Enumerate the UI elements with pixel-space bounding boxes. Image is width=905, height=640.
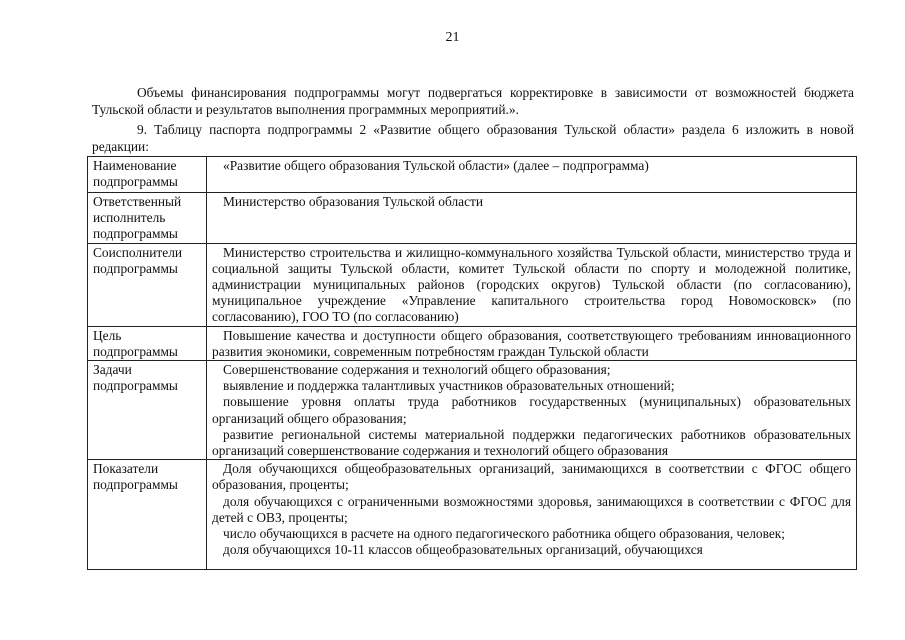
row-value-line: Доля обучающихся общеобразовательных организаций, занимающихся в соответствии с ФГОС общего образования, проценты; bbox=[212, 461, 851, 493]
row-label: Цель подпрограммы bbox=[88, 326, 207, 360]
row-value bbox=[207, 361, 857, 460]
row-value bbox=[207, 326, 857, 360]
row-value bbox=[207, 193, 857, 244]
row-label: Задачи подпрограммы bbox=[88, 361, 207, 460]
table-row bbox=[88, 361, 857, 460]
row-value-line: число обучающихся в расчете на одного педагогического работника общего образования, человек; bbox=[223, 526, 786, 542]
table-row bbox=[88, 157, 857, 193]
table-row bbox=[88, 460, 857, 570]
row-value bbox=[207, 243, 857, 326]
row-label: Ответственный исполнитель подпрограммы bbox=[88, 193, 207, 244]
row-label: Соисполнители подпрограммы bbox=[88, 243, 207, 326]
row-value-line: Министерство строительства и жилищно-коммунального хозяйства Тульской области, министерство труда и социальной защиты Тульской области, комитет Тульской области по спорту и молодежной политике, администрации муниципальных районов (городских округов) Тульской области (по согласованию), муниципальное учреждение «Управление капитального строительства город Новомосковск» (по согласованию), ГОО ТО (по согласованию) bbox=[212, 244, 851, 325]
row-value bbox=[207, 157, 857, 193]
table-row bbox=[88, 193, 857, 244]
paragraph-financing: Объемы финансирования подпрограммы могут подвергаться корректировке в зависимости от возможностей бюджета Тульской области и результатов выполнения программных мероприятий.». bbox=[92, 85, 854, 117]
row-label: Показатели подпрограммы bbox=[88, 460, 207, 570]
row-label: Наименование подпрограммы bbox=[88, 157, 207, 193]
passport-table bbox=[87, 156, 857, 570]
row-value-line: Министерство образования Тульской области bbox=[223, 194, 484, 209]
row-value-line: Повышение качества и доступности общего образования, соответствующего требованиям инновационного развития экономики, современным потребностям граждан Тульской области bbox=[212, 327, 851, 359]
row-value-line: доля обучающихся с ограниченными возможностями здоровья, занимающихся в соответствии с ФГОС для детей с ОВЗ, проценты; bbox=[212, 493, 851, 525]
row-value-line: выявление и поддержка талантливых участников образовательных отношений; bbox=[223, 378, 675, 394]
row-value-line: Совершенствование содержания и технологий общего образования; bbox=[223, 362, 611, 378]
table-row bbox=[88, 243, 857, 326]
paragraph-item-9: 9. Таблицу паспорта подпрограммы 2 «Развитие общего образования Тульской области» раздела 6 изложить в новой редакции: bbox=[92, 122, 854, 154]
row-value-line: повышение уровня оплаты труда работников государственных (муниципальных) образовательных организаций общего образования; bbox=[212, 394, 851, 426]
row-value-line: развитие региональной системы материальной поддержки педагогических работников образовательных организаций совершенствование содержания и технологий общего образования bbox=[212, 426, 851, 459]
page-number: 21 bbox=[445, 30, 460, 45]
row-value-line: доля обучающихся 10-11 классов общеобразовательных организаций, обучающихся bbox=[223, 542, 703, 558]
table-row bbox=[88, 326, 857, 360]
row-value bbox=[207, 460, 857, 570]
row-value-line: «Развитие общего образования Тульской области» (далее – подпрограмма) bbox=[223, 158, 649, 173]
